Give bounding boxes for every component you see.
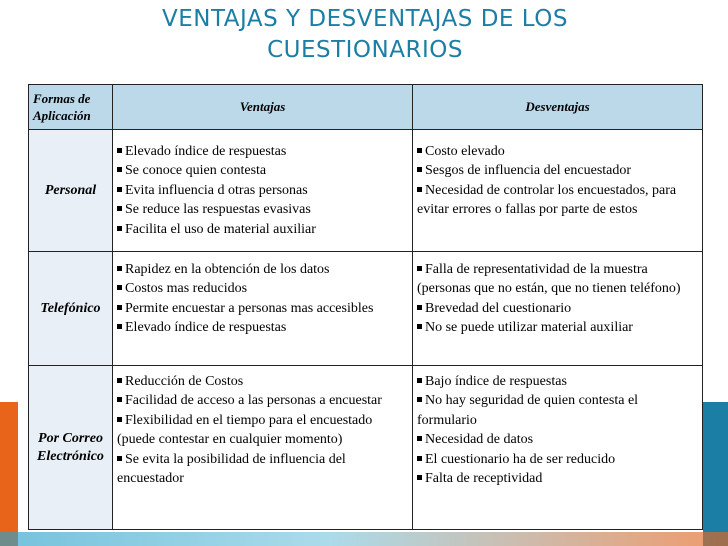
list-item: Costo elevado	[417, 142, 698, 161]
desventajas-cell	[413, 252, 703, 366]
table-row-correo	[29, 366, 703, 530]
list-item: Permite encuestar a personas mas accesibles	[117, 299, 408, 318]
title-line-2: CUESTIONARIOS	[267, 37, 463, 63]
list-item: Necesidad de datos	[417, 430, 698, 449]
list-item: Sesgos de influencia del encuestador	[417, 161, 698, 180]
blue-accent-bar	[703, 402, 728, 546]
list-item: No se puede utilizar material auxiliar	[417, 318, 698, 337]
list-item: Reducción de Costos	[117, 372, 408, 391]
ventajas-cell	[113, 252, 413, 366]
desventajas-cell	[413, 130, 703, 252]
list-item: Elevado índice de respuestas	[117, 318, 408, 337]
ventajas-cell	[113, 366, 413, 530]
list-item: No hay seguridad de quien contesta el formulario	[417, 391, 698, 430]
list-item: Facilita el uso de material auxiliar	[117, 220, 408, 239]
bottom-accent-stripe	[0, 532, 728, 546]
list-item: Facilidad de acceso a las personas a encuestar	[117, 391, 408, 410]
desventajas-cell	[413, 366, 703, 530]
list-item: Flexibilidad en el tiempo para el encuestado (puede contestar en cualquier momento)	[117, 411, 408, 450]
comparison-table	[28, 84, 703, 530]
list-item: Rapidez en la obtención de los datos	[117, 260, 408, 279]
title-line-1: VENTAJAS Y DESVENTAJAS DE LOS	[162, 6, 568, 32]
list-item: Se evita la posibilidad de influencia del encuestador	[117, 450, 408, 489]
row-label: Telefónico	[29, 252, 113, 366]
row-label: Personal	[29, 130, 113, 252]
list-item: Costos mas reducidos	[117, 279, 408, 298]
list-item: El cuestionario ha de ser reducido	[417, 450, 698, 469]
list-item: Elevado índice de respuestas	[117, 142, 408, 161]
list-item: Bajo índice de respuestas	[417, 372, 698, 391]
list-item: Brevedad del cuestionario	[417, 299, 698, 318]
table-header-row	[29, 85, 703, 130]
list-item: Falta de receptividad	[417, 469, 698, 488]
orange-accent-bar	[0, 402, 18, 546]
list-item: Falla de representatividad de la muestra (personas que no están, que no tienen teléfono)	[417, 260, 698, 299]
table-row-personal	[29, 130, 703, 252]
header-formas: Formas de Aplicación	[29, 85, 113, 130]
header-ventajas: Ventajas	[113, 85, 413, 130]
ventajas-cell	[113, 130, 413, 252]
list-item: Necesidad de controlar los encuestados, para evitar errores o fallas por parte de estos	[417, 181, 698, 220]
list-item: Evita influencia d otras personas	[117, 181, 408, 200]
list-item: Se conoce quien contesta	[117, 161, 408, 180]
row-label: Por Correo Electrónico	[29, 366, 113, 530]
list-item: Se reduce las respuestas evasivas	[117, 200, 408, 219]
table-row-telefonico	[29, 252, 703, 366]
header-desventajas: Desventajas	[413, 85, 703, 130]
page-title	[110, 4, 620, 66]
